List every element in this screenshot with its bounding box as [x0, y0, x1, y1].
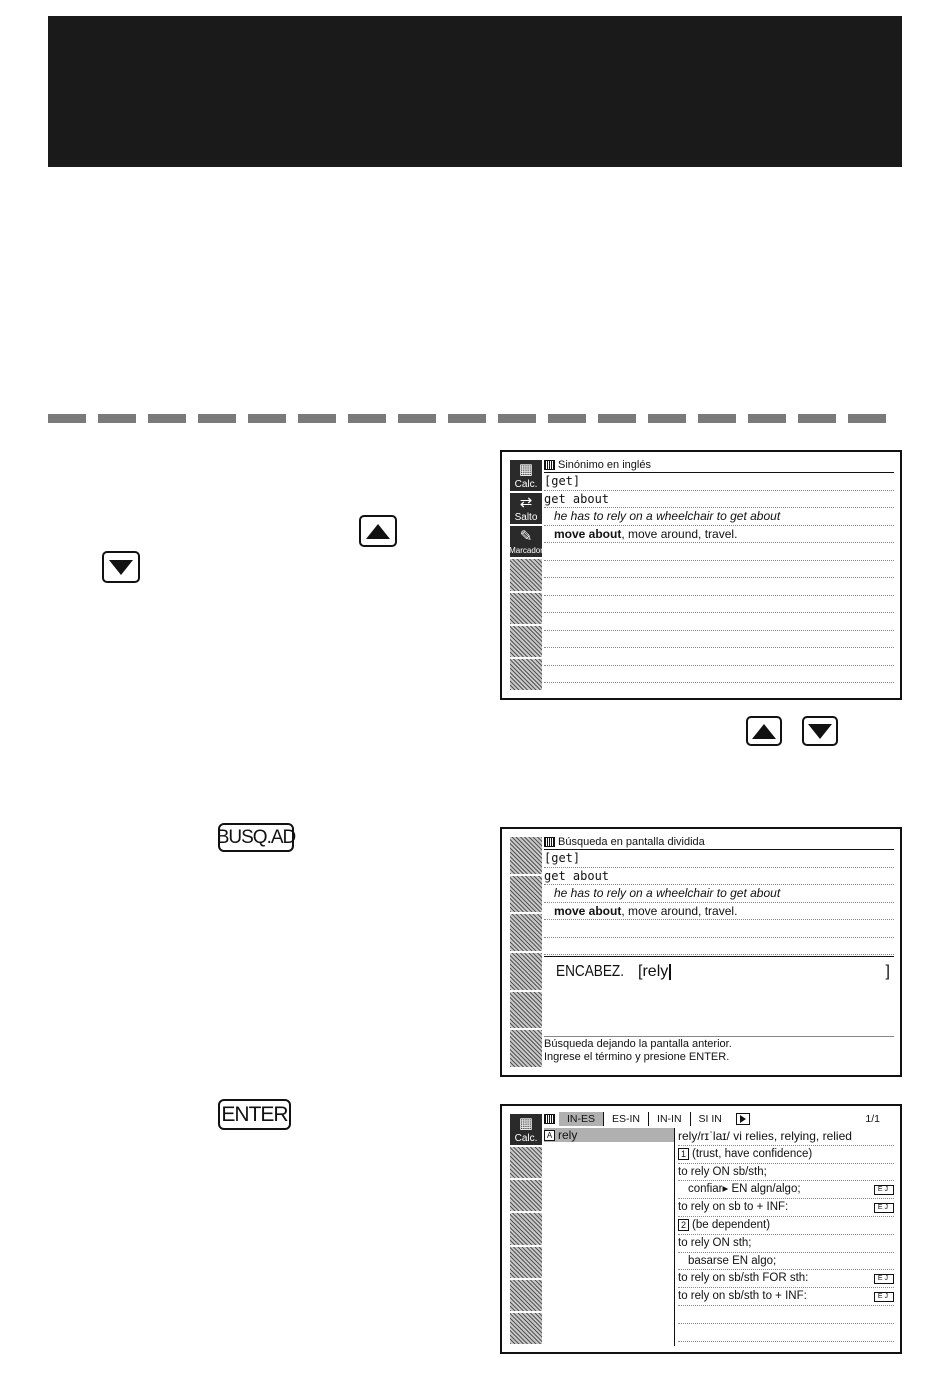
word-list — [544, 1128, 675, 1346]
translation-line: basarse EN algo; — [678, 1253, 894, 1271]
example-badge[interactable]: EJ — [874, 1274, 894, 1284]
page-indicator: 1/1 — [865, 1113, 880, 1125]
screen-title: Sinónimo en inglés — [544, 458, 894, 473]
down-arrow-key-icon — [102, 551, 140, 583]
headword-line: rely/rɪˈlaɪ/ vi relies, relying, relied — [678, 1128, 894, 1146]
screen-title: Búsqueda en pantalla dividida — [544, 835, 894, 850]
sense-line: 2 (be dependent) — [678, 1217, 894, 1235]
marcador-button[interactable]: ✎ Marcador — [510, 526, 542, 557]
tab-in-es[interactable]: IN-ES — [559, 1112, 604, 1126]
marker-icon: ✎ — [519, 527, 533, 545]
salto-button[interactable]: ⇄ Salto — [510, 493, 542, 524]
book-icon — [544, 460, 555, 470]
screen-synonym — [500, 450, 902, 700]
sense-line: 1 (trust, have confidence) — [678, 1146, 894, 1164]
list-item[interactable]: A rely — [544, 1128, 674, 1142]
up-arrow-key-icon — [359, 515, 397, 547]
phrase-line: to rely on sb to + INF: EJ — [678, 1199, 894, 1217]
screen-split-search — [500, 827, 902, 1077]
translation-line: confiar▸ EN algn/algo; EJ — [678, 1181, 894, 1199]
input-label: ENCABEZ. — [556, 963, 625, 980]
entry-line: get about — [544, 491, 894, 509]
phrase-line: to rely on sb/sth to + INF: EJ — [678, 1288, 894, 1306]
book-icon — [544, 837, 555, 847]
calculator-icon: ▦ — [518, 460, 534, 478]
jump-icon: ⇄ — [519, 493, 533, 511]
side-menu — [510, 837, 542, 1067]
example-badge[interactable]: EJ — [874, 1185, 894, 1195]
up-arrow-key-icon — [746, 716, 782, 746]
header-band — [48, 16, 902, 167]
calc-button[interactable]: ▦ Calc. — [510, 460, 542, 491]
phrase-line: to rely ON sb/sth; — [678, 1164, 894, 1182]
side-menu — [510, 460, 542, 690]
headword-input[interactable]: [rely — [638, 963, 671, 981]
tab-es-in[interactable]: ES-IN — [604, 1112, 649, 1126]
tab-si-in[interactable]: SI IN — [698, 1113, 722, 1125]
example-line: he has to rely on a wheelchair to get about — [544, 508, 894, 526]
dictionary-icon — [544, 1114, 555, 1124]
side-menu — [510, 1114, 542, 1344]
calc-button[interactable]: ▦ Calc. — [510, 1114, 542, 1145]
synonyms-line: move about, move around, travel. — [544, 903, 894, 921]
calculator-icon: ▦ — [518, 1114, 534, 1132]
phrase-line: to rely ON sth; — [678, 1235, 894, 1253]
headword-input-area[interactable]: ENCABEZ. [rely ] — [544, 956, 894, 1037]
entry-line: get about — [544, 868, 894, 886]
definition-pane — [678, 1128, 894, 1346]
entry-line: [get] — [544, 473, 894, 491]
example-badge[interactable]: EJ — [874, 1203, 894, 1213]
example-badge[interactable]: EJ — [874, 1292, 894, 1302]
entry-line: [get] — [544, 850, 894, 868]
screen-dictionary-result — [500, 1104, 902, 1354]
synonyms-line: move about, move around, travel. — [544, 526, 894, 544]
example-line: he has to rely on a wheelchair to get about — [544, 885, 894, 903]
tab-in-in[interactable]: IN-IN — [649, 1112, 691, 1126]
down-arrow-key-icon — [802, 716, 838, 746]
busq-ad-key-icon: BUSQ.AD — [218, 823, 294, 852]
text-caret — [669, 964, 671, 980]
section-divider — [48, 414, 902, 423]
dictionary-tabs — [544, 1112, 894, 1126]
next-tab-icon[interactable] — [736, 1113, 750, 1125]
phrase-line: to rely on sb/sth FOR sth: EJ — [678, 1270, 894, 1288]
help-message: Búsqueda dejando la pantalla anterior. Ingrese el término y presione ENTER. — [544, 1036, 894, 1064]
enter-key-icon: ENTER — [218, 1099, 291, 1130]
